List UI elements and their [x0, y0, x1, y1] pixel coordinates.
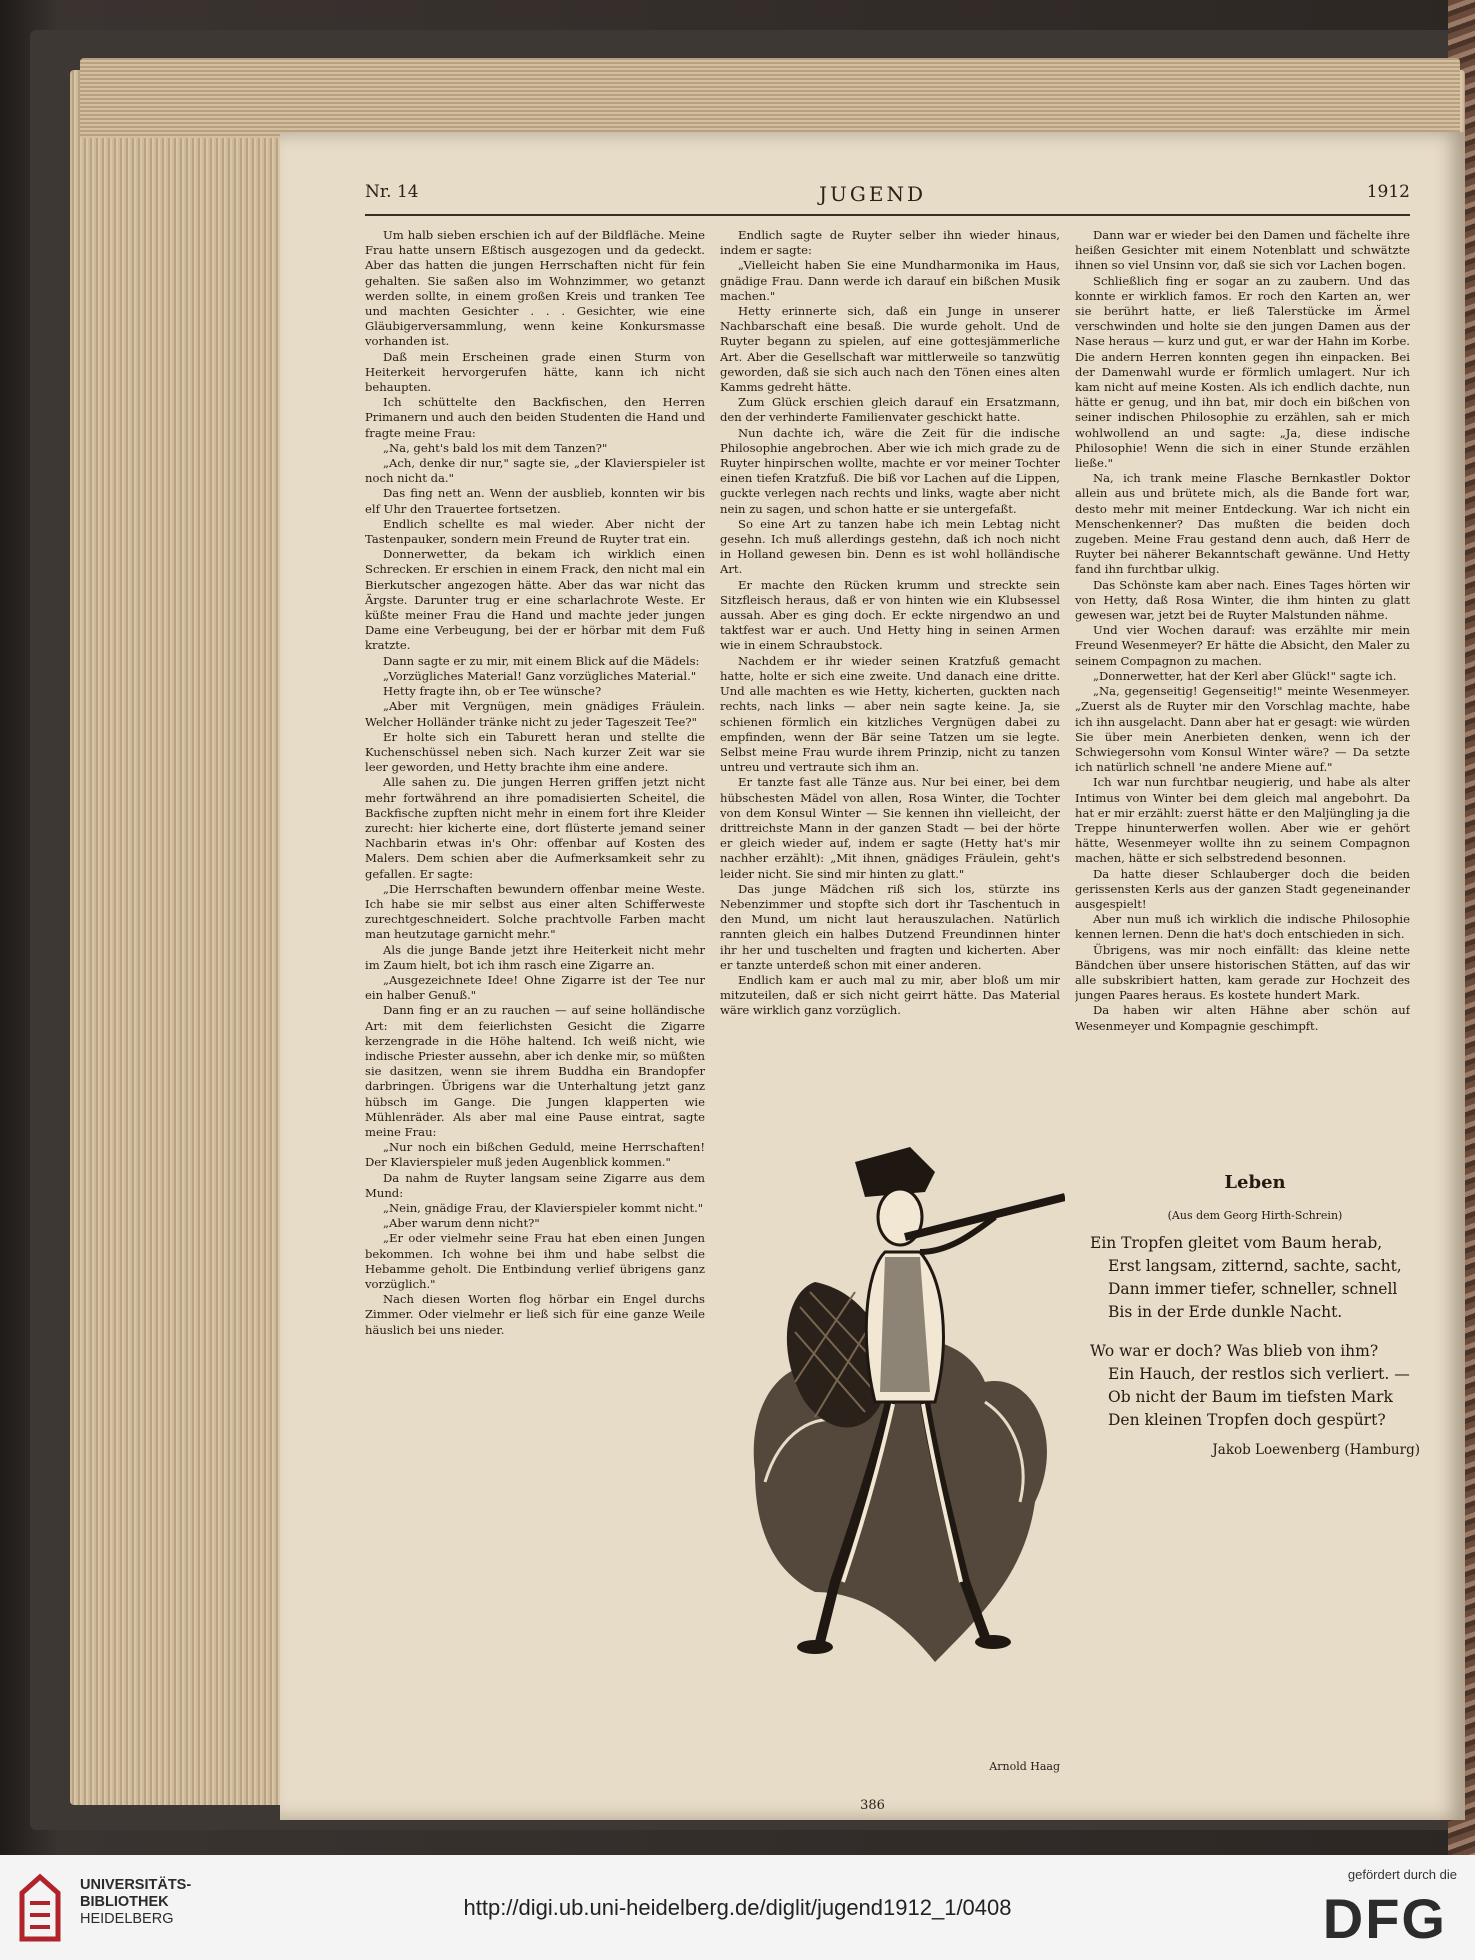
paragraph: „Vorzügliches Material! Ganz vorzügliches Material.": [383, 668, 697, 683]
paragraph: Nun dachte ich, wäre die Zeit für die indische Philosophie angebrochen. Aber wie ich mich grade zu de Ruyter hinpirschen wollte, machte er vor meiner Tochter einen tiefen Kratzfuß. Die biß vor Lachen auf die Lippen, guckte verlegen nach rechts und links, wagte aber nicht nein zu sagen, und schon hatte er sie untergefaßt.: [720, 425, 1060, 516]
paragraph: Na, ich trank meine Flasche Bernkastler Doktor allein aus und brütete mich, als die Bande fort war, desto mehr mit meiner Entdeckung. War ich nicht ein Menschenkenner? Das mußten die beiden doch zugeben. Meine Frau gestand denn auch, daß Herr de Ruyter bei näherer Bekanntschaft gewänne. Und Hetty fand ihn furchtbar ulkig.: [1075, 471, 1410, 577]
paragraph: Das Schönste kam aber nach. Eines Tages hörten wir von Hetty, daß Rosa Winter, die ihm hinten zu glatt gewesen war, jetzt bei de Ruyter Malstunden nähme.: [1075, 577, 1410, 623]
paragraph: Das fing nett an. Wenn der ausblieb, konnten wir bis elf Uhr den Trauertee fortsetzen.: [365, 486, 705, 516]
paragraph: Endlich schellte es mal wieder. Aber nicht der Tastenpauker, sondern mein Freund de Ruyter trat ein.: [365, 516, 705, 547]
paragraph: „Die Herrschaften bewundern offenbar meine Weste. Ich habe sie mir selbst aus einer alten Schifferweste zurechtgeschneidert. Solche prachtvolle Farben macht man heutzutage garnicht mehr.": [365, 881, 705, 942]
viewer-footer: [0, 1855, 1475, 1960]
paragraph: Da hatte dieser Schlauberger doch die beiden gerissensten Kerls aus der ganzen Stadt gegeneinander ausgespielt!: [1075, 866, 1410, 911]
paragraph: Ich schüttelte den Backfischen, den Herren Primanern und auch den beiden Studenten die Hand und fragte meine Frau:: [365, 395, 705, 440]
paragraph: „Na, geht's bald los mit dem Tanzen?": [383, 440, 608, 455]
poem-title: Leben: [1224, 1172, 1286, 1193]
permalink-url[interactable]: http://digi.ub.uni-heidelberg.de/diglit/jugend1912_1/0408: [463, 1895, 1012, 1920]
paragraph: „Nein, gnädige Frau, der Klavierspieler kommt nicht.": [383, 1201, 704, 1215]
paragraph: Übrigens, was mir noch einfällt: das kleine nette Bändchen über unsere historischen Stätten, auf das wir alle subskribiert hatten, kam gerade zur Hochzeit des jungen Paares heraus. Es kostete hundert Mark.: [1075, 942, 1410, 1003]
poem-stanza-1: [1090, 1232, 1420, 1324]
poem: [1090, 1172, 1420, 1458]
paragraph: Er holte sich ein Taburett heran und stellte die Kuchenschüssel neben sich. Nach kurzer Zeit war sie leer geworden, und Hetty brachte ihm eine andere.: [365, 729, 705, 775]
paragraph: „Aber mit Vergnügen, mein gnädiges Fräulein. Welcher Holländer tränke nicht zu jeder Tageszeit Tee?": [365, 699, 705, 729]
paragraph: Da haben wir alten Hähne aber schön auf Wesenmeyer und Kompagnie geschimpft.: [1075, 1003, 1410, 1033]
paragraph: Dann sagte er zu mir, mit einem Blick auf die Mädels:: [383, 653, 700, 668]
illustration-drawing: [735, 1142, 1065, 1712]
poem-line: Bis in der Erde dunkle Nacht.: [1108, 1303, 1343, 1321]
paragraph: Um halb sieben erschien ich auf der Bildfläche. Meine Frau hatte unsern Eßtisch ausgezogen und da gedeckt. Aber das hatten die jungen Herrschaften nicht für fein gehalten. Sie saßen also im Wohnzimmer, wo getanzt werden sollte, in einem großen Kreis und tranken Tee und machten Gesichter . . . Gesichter, wie eine Gläubigerversammlung, wenn keine Konkursmasse vorhanden ist.: [365, 228, 705, 349]
paragraph: „Ach, denke dir nur," sagte sie, „der Klavierspieler ist noch nicht da.": [365, 456, 705, 486]
journal-title: JUGEND: [819, 182, 926, 206]
poem-source: (Aus dem Georg Hirth-Schrein): [1167, 1209, 1343, 1222]
paragraph: Dann fing er an zu rauchen — auf seine holländische Art: mit dem feierlichsten Gesicht die Zigarre kerzengrade in die Höhe haltend. Ich weiß nicht, wie indische Priester aussehn, aber ich denke mir, so müßten sie dasitzen, wenn sie ihrem Buddha ein Brandopfer darbringen. Übrigens war die Unterhaltung jetzt ganz hübsch im Gange. Die Jungen klapperten wie Mühlenräder. Als aber mal eine Pause eintrat, sagte meine Frau:: [365, 1003, 705, 1139]
illustration-caption: Arnold Haag: [989, 1760, 1060, 1773]
paragraph: „Vielleicht haben Sie eine Mundharmonika im Haus, gnädige Frau. Dann werde ich darauf ein bißchen Musik machen.": [720, 258, 1060, 303]
poem-line: Ein Tropfen gleitet vom Baum herab,: [1090, 1234, 1383, 1252]
paragraph: Alle sahen zu. Die jungen Herren griffen jetzt nicht mehr fortwährend an ihre pomadisierten Scheitel, die Backfische zupften nicht mehr in einem fort ihre Kleider zurecht: hier kicherte eine, dort flüsterte jemand seiner Nachbarin etwas in's Ohr: offenbar auf Kosten des Malers. Dem schien aber die Aufmerksamkeit sehr zu gefallen. Er sagte:: [365, 775, 705, 881]
header-rule: [365, 214, 1410, 216]
poem-stanza-2: [1090, 1340, 1420, 1432]
magazine-page: [280, 132, 1465, 1820]
poem-line: Wo war er doch? Was blieb von ihm?: [1090, 1342, 1379, 1360]
dfg-logo: DFG: [1322, 1887, 1447, 1950]
flute-player-illustration: [735, 1142, 1065, 1732]
paragraph: Als die junge Bande jetzt ihre Heiterkeit nicht mehr im Zaum hielt, bot ich ihm rasch eine Zigarre an.: [365, 942, 705, 972]
paragraph: „Ausgezeichnete Idee! Ohne Zigarre ist der Tee nur ein halber Genuß.": [365, 972, 705, 1003]
paragraph: Daß mein Erscheinen grade einen Sturm von Heiterkeit hervorgerufen hätte, kann ich nicht behaupten.: [365, 349, 705, 395]
paragraph: Nachdem er ihr wieder seinen Kratzfuß gemacht hatte, holte er sich eine zweite. Und danach eine dritte. Und alle machten es wie Hetty, kicherten, guckten nach rechts, nach links — aber nein sagte keine. Ja, sie schienen förmlich ein kitzliches Vergnügen dabei zu empfinden, wenn der Bär seine Tatzen um sie legte. Selbst meine Frau wurde ihrem Prinzip, nicht zu tanzen untreu und vertraute sich ihm an.: [720, 653, 1060, 775]
paragraph: Nach diesen Worten flog hörbar ein Engel durchs Zimmer. Oder vielmehr er ließ sich für eine ganze Weile häuslich bei uns nieder.: [365, 1292, 705, 1337]
paragraph: „Er oder vielmehr seine Frau hat eben einen Jungen bekommen. Ich wohne bei ihm und habe selbst die Hebamme geholt. Die Entbindung verlief übrigens ganz vorzüglich.": [365, 1231, 705, 1292]
text-column-3: [1075, 228, 1410, 1148]
poem-line: Erst langsam, zitternd, sachte, sacht,: [1108, 1257, 1402, 1275]
university-name-line: BIBLIOTHEK: [80, 1894, 169, 1910]
issue-number: Nr. 14: [365, 182, 419, 202]
poem-author: Jakob Loewenberg (Hamburg): [1212, 1442, 1420, 1458]
paragraph: Er machte den Rücken krumm und streckte sein Sitzfleisch heraus, daß er von hinten wie ein Klubsessel aussah. Aber es ging doch. Er eckte nirgendwo an und taktfest war er auch. Und Hetty hing in seinen Armen wie in einem Schraubstock.: [720, 577, 1060, 653]
issue-year: 1912: [1366, 182, 1410, 202]
paragraph: Und vier Wochen darauf: was erzählte mir mein Freund Wesenmeyer? Er hätte die Absicht, den Maler zu seinem Compagnon zu machen.: [1075, 623, 1410, 668]
page-top-edges: [80, 58, 1460, 138]
paragraph: Da nahm de Ruyter langsam seine Zigarre aus dem Mund:: [365, 1170, 705, 1200]
paragraph: Dann war er wieder bei den Damen und fächelte ihre heißen Gesichter mit einem Notenblatt und schwätzte ihnen so viel Unsinn vor, daß sie sich vor Lachen bogen.: [1075, 228, 1410, 273]
paragraph: Aber nun muß ich wirklich die indische Philosophie kennen lernen. Denn die hat's doch entschieden in sich.: [1075, 912, 1410, 942]
paragraph: Ich war nun furchtbar neugierig, und habe als alter Intimus von Winter bei dem gleich mal angebohrt. Da hat er mir erzählt: zuerst hätte er den Maljüngling ja die Treppe hinunterwerfen wollen. Aber wie er gehört hätte, Wesenmeyer wollte ihn zu seinem Compagnon machen, hätte er sich selbstredend besonnen.: [1075, 775, 1410, 866]
poem-line: Dann immer tiefer, schneller, schnell: [1108, 1280, 1398, 1298]
paragraph: Hetty fragte ihn, ob er Tee wünsche?: [383, 684, 602, 699]
university-name-line: HEIDELBERG: [80, 1911, 174, 1927]
university-name-line: UNIVERSITÄTS-: [80, 1877, 192, 1893]
paragraph: Endlich sagte de Ruyter selber ihn wieder hinaus, indem er sagte:: [720, 228, 1060, 258]
paragraph: Endlich kam er auch mal zu mir, aber bloß um mir mitzuteilen, daß er sich nicht geirrt hätte. Das Material wäre wirklich ganz vorzüglich.: [720, 972, 1060, 1018]
paragraph: So eine Art zu tanzen habe ich mein Lebtag nicht gesehn. Ich muß allerdings gestehn, daß ich noch nicht in Holland gewesen bin. Denn es ist wohl holländische Art.: [720, 516, 1060, 577]
poem-line: Ein Hauch, der restlos sich verliert. —: [1108, 1365, 1410, 1383]
text-column-1: [365, 228, 705, 1758]
paragraph: Schließlich fing er sogar an zu zaubern. Und das konnte er wirklich famos. Er roch den Karten an, wer sie berührt hatte, er ließ Talerstücke im Ärmel verschwinden und holte sie den jungen Damen aus der Nase heraus — kurz und gut, er war der Hahn im Korbe. Die andern Herren konnten gegen ihn einpacken. Bei der Damenwahl wurde er förmlich umlagert. Nur ich kam nicht auf meine Kosten. Als ich endlich dachte, nun hätte er genug, und ihn bat, mir doch ein bißchen von seiner indischen Philosophie zu erzählen, sah er mich wohlwollend an und sagte: „Ja, diese indische Philosophie! Wenn die sich in einer Stunde erzählen ließe.": [1075, 273, 1410, 471]
text-column-2: [720, 228, 1060, 1168]
paragraph: „Donnerwetter, hat der Kerl aber Glück!" sagte ich.: [1093, 668, 1397, 683]
paragraph: Donnerwetter, da bekam ich wirklich einen Schrecken. Er erschien in einem Frack, den nicht mal ein Bierkutscher angezogen hätte. Aber das war nicht das Ärgste. Darunter trug er eine scharlachrote Weste. Er küßte meiner Frau die Hand und machte jeder jungen Dame eine Verbeugung, bei der er hörbar mit dem Fuß kratzte.: [365, 547, 705, 653]
paragraph: Das junge Mädchen riß sich los, stürzte ins Nebenzimmer und stopfte sich dort ihr Taschentuch in den Mund, um nicht laut herauszulachen. Natürlich rannten gleich ein halbes Dutzend Freundinnen hinter ihr her und tuschelten und fragten und kicherten. Aber er tanzte unterdeß schon mit einer anderen.: [720, 881, 1060, 972]
paragraph: Hetty erinnerte sich, daß ein Junge in unserer Nachbarschaft eine besaß. Die wurde geholt. Und de Ruyter begann zu spielen, auf eine gottesjämmerliche Art. Aber die Gesellschaft war mittlerweile so tanzwütig geworden, daß sie sich auch nach den Tönen eines alten Kamms gedreht hätte.: [720, 304, 1060, 395]
funding-label: gefördert durch die: [1347, 1867, 1457, 1882]
poem-line: Den kleinen Tropfen doch gespürt?: [1108, 1411, 1386, 1429]
paragraph: Zum Glück erschien gleich darauf ein Ersatzmann, den der verhinderte Familienvater geschickt hatte.: [720, 395, 1060, 425]
paragraph: Er tanzte fast alle Tänze aus. Nur bei einer, bei dem hübschesten Mädel von allen, Rosa Winter, die Tochter von dem Konsul Winter — Sie kennen ihn vielleicht, der drittreichste Mann in der ganzen Stadt — bei der hörte er gleich wieder auf, indem er sagte (Hetty hat's mir nachher erzählt): „Mit ihnen, gnädiges Fräulein, geht's leider nicht. Sie sind mir hinten zu glatt.": [720, 775, 1060, 881]
paragraph: „Aber warum denn nicht?": [383, 1216, 540, 1231]
paragraph: „Na, gegenseitig! Gegenseitig!" meinte Wesenmeyer. „Zuerst als de Ruyter mir den Vorschlag machte, habe ich ihn ausgelacht. Dann aber hat er gesagt: wie würden Sie über mein Anerbieten denken, wenn ich der Schwiegersohn vom Konsul Winter wäre? — Da setzte ich natürlich schnell 'ne andere Miene auf.": [1075, 684, 1410, 775]
paragraph: „Nur noch ein bißchen Geduld, meine Herrschaften! Der Klavierspieler muß jeden Augenblick kommen.": [365, 1140, 705, 1170]
poem-line: Ob nicht der Baum im tiefsten Mark: [1108, 1388, 1393, 1406]
running-head: [280, 182, 1465, 212]
page-number: 386: [860, 1798, 885, 1813]
